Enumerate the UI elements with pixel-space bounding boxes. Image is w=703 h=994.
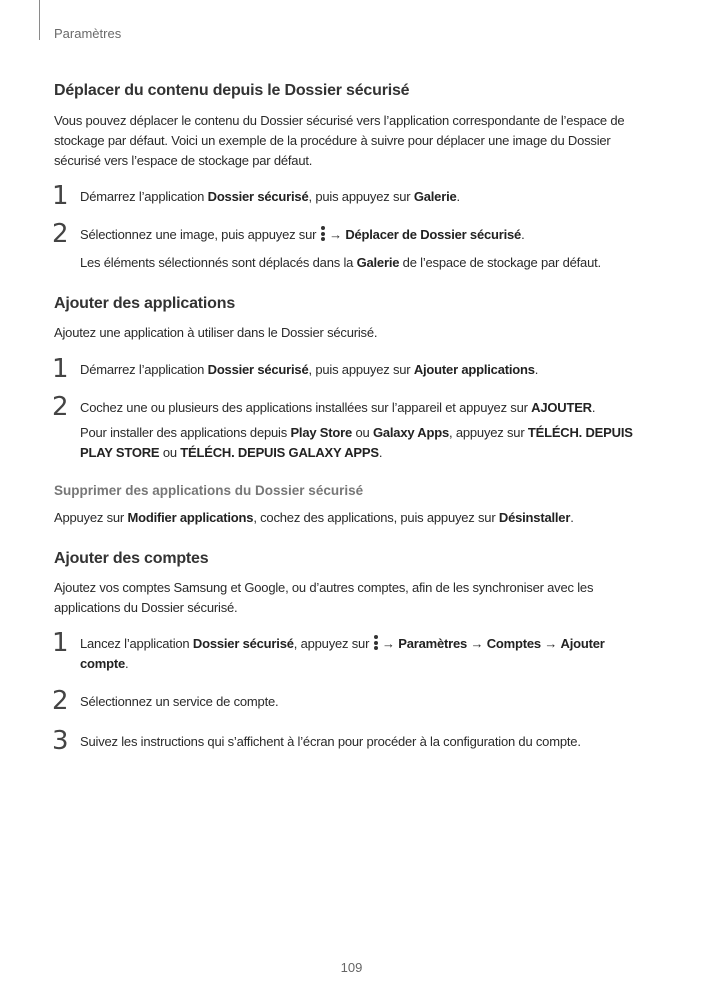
subsection-text: Appuyez sur Modifier applications, cochez des applications, puis appuyez sur Désinstaller. bbox=[54, 510, 574, 525]
margin-rule bbox=[39, 0, 40, 40]
section-title: Ajouter des comptes bbox=[54, 550, 209, 567]
step-item: 1 Démarrez l’application Dossier sécurisé, puis appuyez sur Ajouter applications. bbox=[52, 354, 539, 384]
step-number: 1 bbox=[52, 628, 69, 658]
step-item: 2 Sélectionnez un service de compte. bbox=[52, 686, 279, 716]
section-intro: Vous pouvez déplacer le contenu du Dossier sécurisé vers l’application correspondante de l’espace de stockage par défaut. Voici un exemple de la procédure à suivre pour déplacer une image du Dossier sécurisé vers l’espace de stockage par défaut. bbox=[54, 113, 625, 168]
step-item: 1 Démarrez l’application Dossier sécurisé, puis appuyez sur Galerie. bbox=[52, 181, 460, 211]
step-note: Les éléments sélectionnés sont déplacés dans la Galerie de l’espace de stockage par défaut. bbox=[80, 255, 601, 270]
section-intro: Ajoutez vos comptes Samsung et Google, ou d’autres comptes, afin de les synchroniser avec les applications du Dossier sécurisé. bbox=[54, 580, 594, 615]
step-number: 1 bbox=[52, 354, 69, 384]
subsection-title: Supprimer des applications du Dossier sécurisé bbox=[54, 483, 364, 498]
step-item: 3 Suivez les instructions qui s’affichent à l’écran pour procéder à la configuration du compte. bbox=[52, 726, 581, 756]
arrow: → bbox=[467, 636, 487, 651]
more-options-icon bbox=[320, 225, 326, 243]
more-options-icon bbox=[373, 634, 379, 652]
arrow: → bbox=[540, 636, 561, 651]
step-item: 2 Cochez une ou plusieurs des applications installées sur l’appareil et appuyez sur AJOUTER. bbox=[52, 392, 596, 422]
arrow: → bbox=[325, 227, 346, 242]
step-number: 1 bbox=[52, 181, 69, 211]
section-title: Déplacer du contenu depuis le Dossier sécurisé bbox=[54, 82, 410, 99]
step-number: 3 bbox=[52, 726, 69, 756]
running-header: Paramètres bbox=[54, 26, 122, 41]
step-number: 2 bbox=[52, 392, 69, 422]
step-item: 1 Lancez l’application Dossier sécurisé, appuyez sur → Paramètres → Comptes → Ajouter compte. bbox=[52, 628, 605, 671]
step-item: 2 Sélectionnez une image, puis appuyez sur → Déplacer de Dossier sécurisé. bbox=[52, 219, 525, 249]
page-content bbox=[52, 82, 654, 756]
section-title: Ajouter des applications bbox=[54, 295, 236, 312]
step-number: 2 bbox=[52, 686, 69, 716]
step-number: 2 bbox=[52, 219, 69, 249]
arrow: → bbox=[378, 636, 399, 651]
step-note: Pour installer des applications depuis Play Store ou Galaxy Apps, appuyez sur TÉLÉCH. DEPUIS PLAY STORE ou TÉLÉCH. DEPUIS GALAXY APPS. bbox=[80, 425, 633, 460]
page-number: 109 bbox=[340, 960, 363, 975]
section-intro: Ajoutez une application à utiliser dans le Dossier sécurisé. bbox=[54, 325, 378, 340]
